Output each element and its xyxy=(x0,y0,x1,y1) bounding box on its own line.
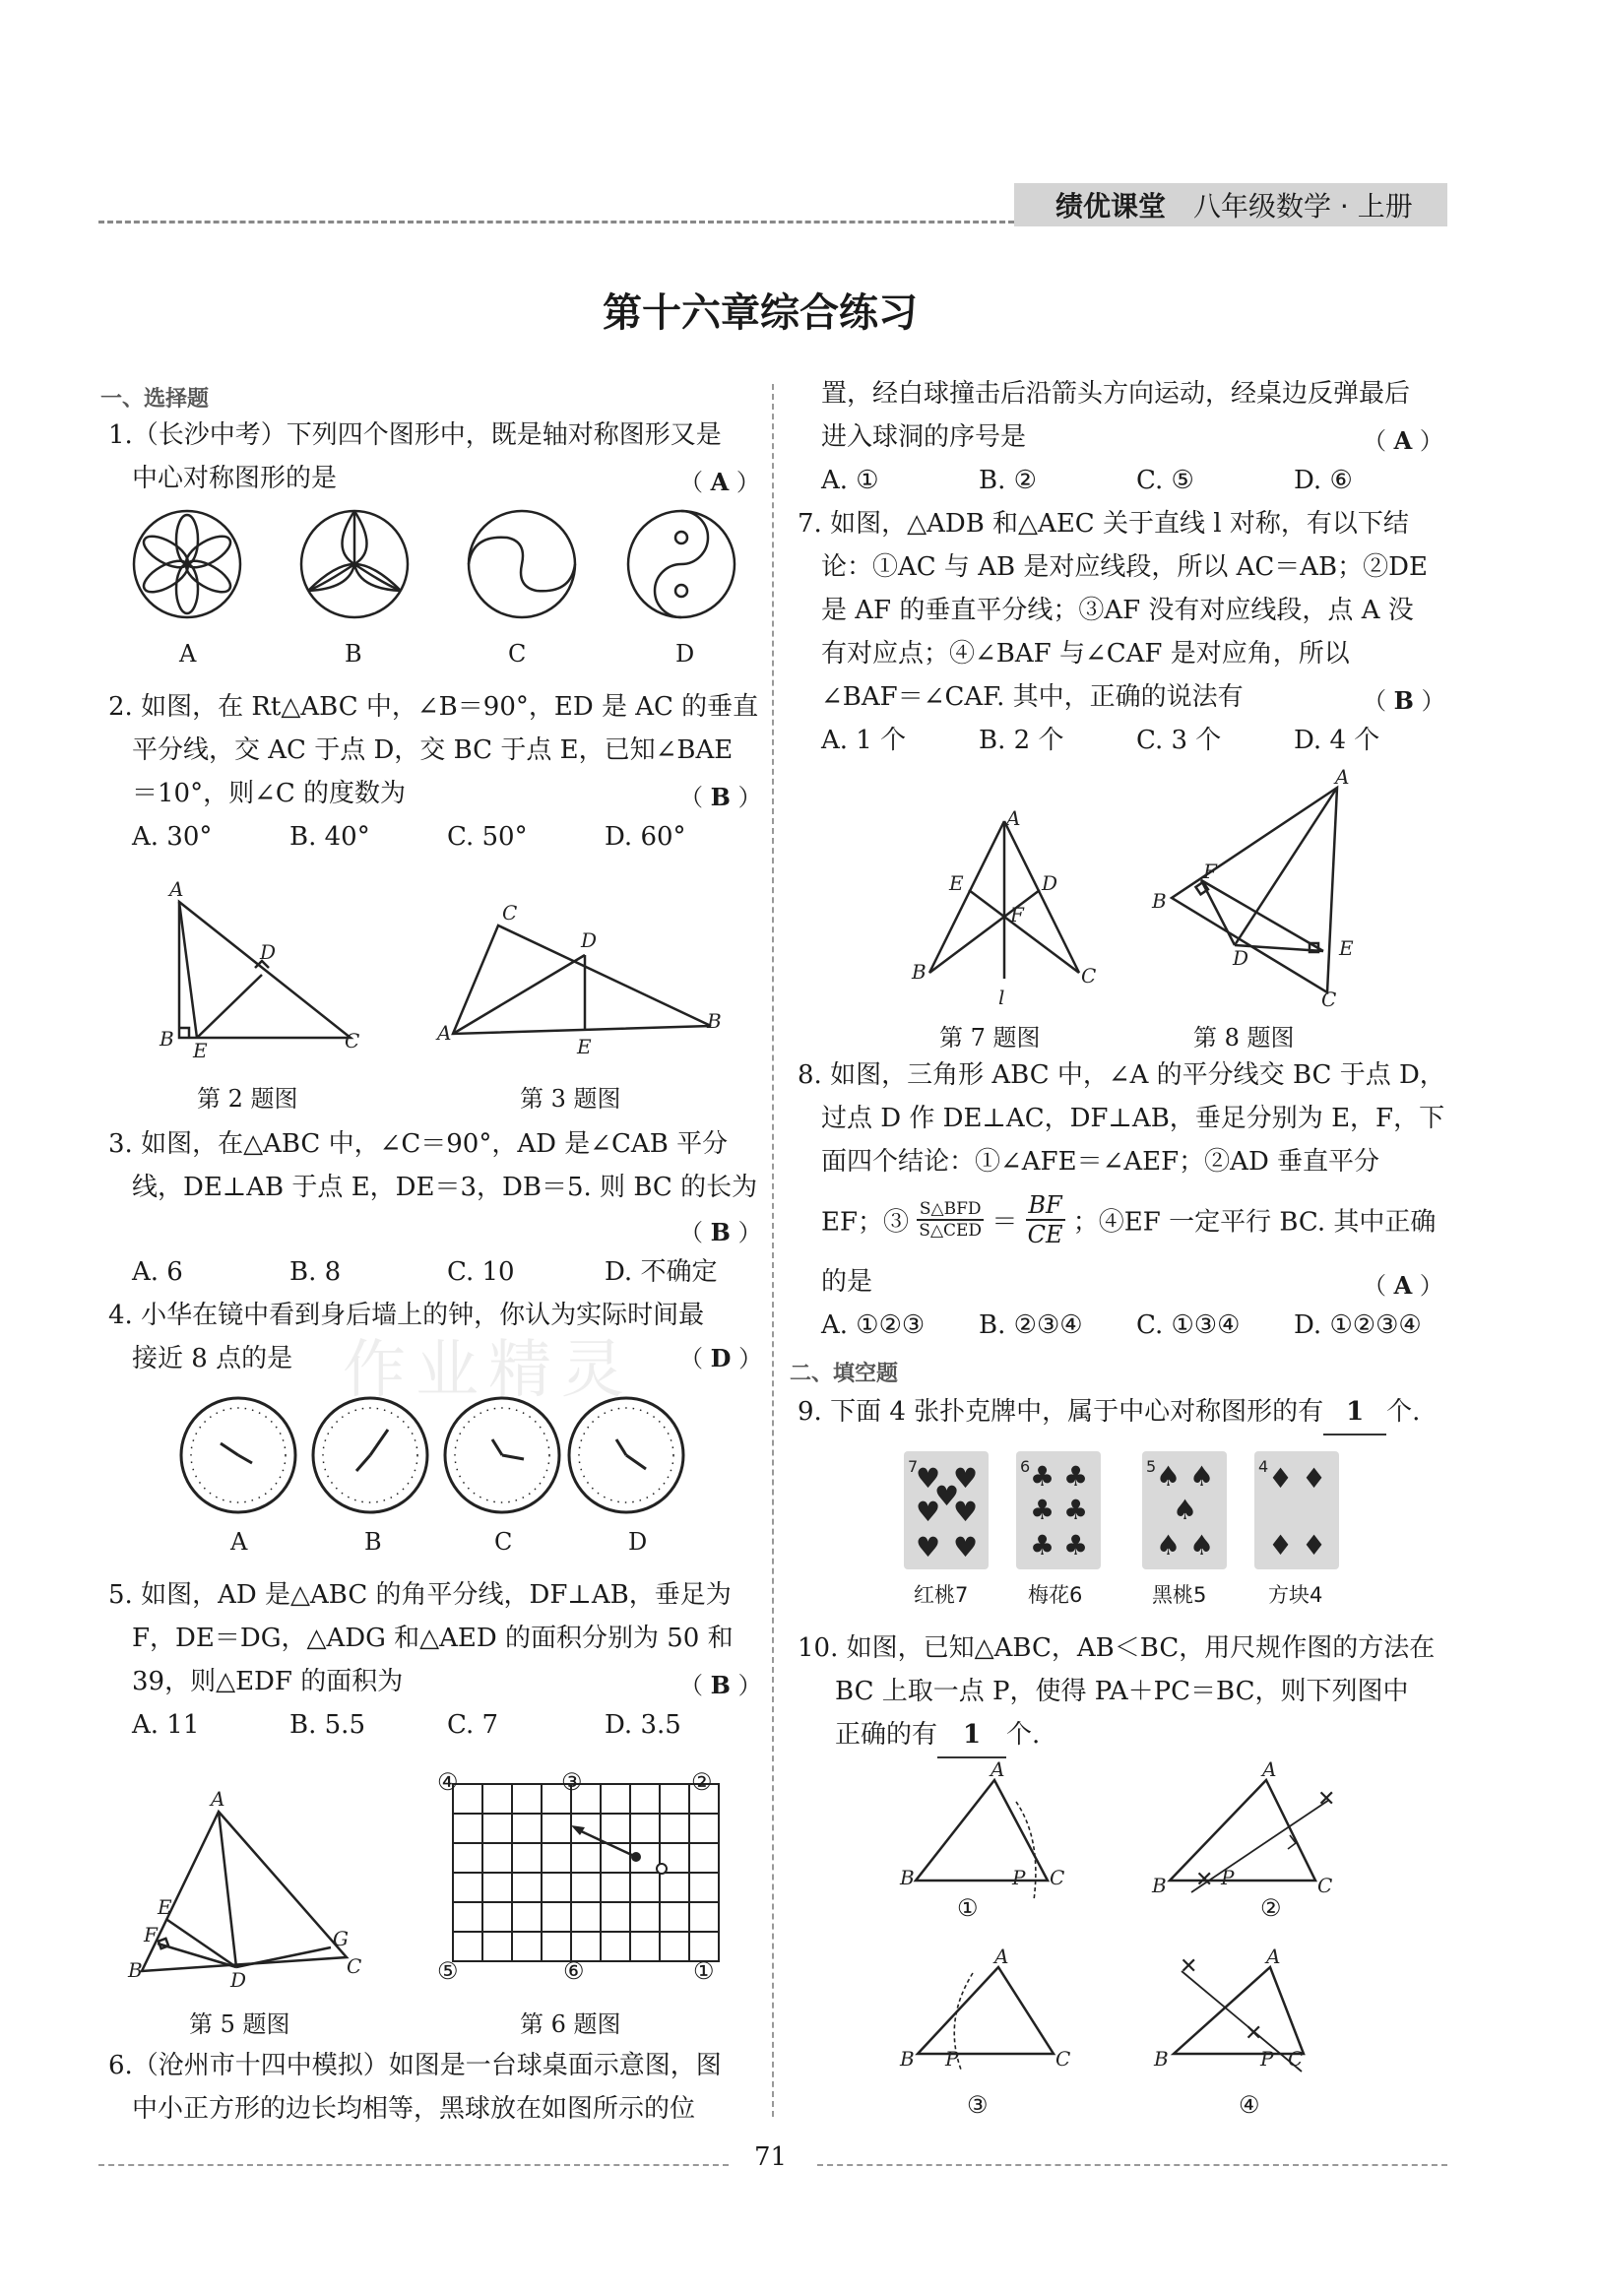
swirl-circle-icon xyxy=(469,511,575,617)
q5-line3: 39，则△EDF 的面积为 xyxy=(132,1667,404,1696)
svg-text:E: E xyxy=(158,1895,172,1919)
svg-text:C: C xyxy=(502,901,518,925)
q4-answer: （ D ） xyxy=(679,1344,763,1372)
q7-answer: （ B ） xyxy=(1363,686,1445,715)
q7-line3: 是 AF 的垂直平分线；③AF 没有对应线段，点 A 没 xyxy=(821,596,1414,625)
q6-pocket-3: ③ xyxy=(561,1768,583,1796)
q3-line2: 线，DE⊥AB 于点 E，DE＝3，DB＝5. 则 BC 的长为 xyxy=(132,1173,758,1202)
q5-option-a: A. 11 xyxy=(132,1710,200,1740)
q3-option-a: A. 6 xyxy=(132,1257,183,1287)
q1-figures xyxy=(128,510,758,618)
q8-option-c: C. ①③④ xyxy=(1136,1310,1241,1340)
q9-card-label-1: 红桃7 xyxy=(914,1583,969,1607)
q5-figure xyxy=(128,1787,364,1992)
q2-line2: 平分线，交 AC 于点 D，交 BC 于点 E，已知∠BAE xyxy=(132,735,734,765)
q6-option-c: C. ⑤ xyxy=(1136,466,1194,495)
svg-text:D: D xyxy=(1042,871,1058,895)
clock-b-icon xyxy=(313,1398,427,1512)
svg-text:C: C xyxy=(1321,988,1337,1011)
section-fill: 二、填空题 xyxy=(790,1362,899,1386)
q6-figure xyxy=(439,1772,725,1985)
svg-text:C: C xyxy=(345,1029,360,1052)
q6-pocket-5: ⑤ xyxy=(437,1957,459,1985)
q8-frac2-num: BF xyxy=(1026,1191,1065,1221)
q8-option-a: A. ①②③ xyxy=(821,1310,926,1340)
q8-line2: 过点 D 作 DE⊥AC，DF⊥AB，垂足分别为 E，F，下 xyxy=(821,1104,1445,1133)
svg-text:C: C xyxy=(1288,2047,1304,2071)
q10-line3: 正确的有 1 个. xyxy=(835,1713,1040,1758)
q7-line4: 有对应点；④∠BAF 与∠CAF 是对应角，所以 xyxy=(821,639,1350,669)
q3-option-c: C. 10 xyxy=(447,1257,515,1287)
q6-pocket-2: ② xyxy=(691,1768,713,1796)
q2-option-b: B. 40° xyxy=(289,822,370,852)
svg-text:A: A xyxy=(994,1945,1009,1968)
q4-label-a: A xyxy=(230,1528,248,1556)
footer-dashed-right xyxy=(817,2164,1447,2166)
q2-option-a: A. 30° xyxy=(132,822,213,852)
q3-option-b: B. 8 xyxy=(289,1257,342,1287)
q8-figure xyxy=(1142,765,1378,1011)
q6-pocket-1: ① xyxy=(693,1957,715,1985)
svg-text:l: l xyxy=(998,986,1005,1009)
clock-a-icon xyxy=(181,1398,295,1512)
q10-line2: BC 上取一点 P，使得 PA＋PC＝BC，则下列图中 xyxy=(835,1677,1409,1706)
page-title: 第十六章综合练习 xyxy=(603,290,918,336)
q9-card-label-2: 梅花6 xyxy=(1028,1583,1083,1607)
q9-line: 9. 下面 4 张扑克牌中，属于中心对称图形的有 1 个. xyxy=(798,1390,1420,1435)
q4-label-c: C xyxy=(494,1528,513,1556)
q4-label-b: B xyxy=(364,1528,382,1556)
q7-option-c: C. 3 个 xyxy=(1136,726,1222,755)
q8-frac2-den: CE xyxy=(1027,1221,1063,1248)
q4-clocks xyxy=(177,1394,689,1522)
q2-answer: （ B ） xyxy=(679,783,762,811)
q8-answer: （ A ） xyxy=(1363,1271,1443,1300)
q6-option-d: D. ⑥ xyxy=(1294,466,1353,495)
card-diamond4: 4 ♦ ♦ ♦ ♦ xyxy=(1254,1451,1339,1569)
q2-line1: 2. 如图，在 Rt△ABC 中，∠B＝90°，ED 是 AC 的垂直 xyxy=(108,692,759,722)
svg-text:F: F xyxy=(1010,903,1024,926)
q9-card-label-3: 黑桃5 xyxy=(1152,1583,1207,1607)
q7-fig-caption: 第 7 题图 xyxy=(939,1024,1041,1052)
svg-text:A: A xyxy=(1335,765,1350,789)
q8-frac1-den: S△CED xyxy=(919,1221,983,1241)
q10-line1: 10. 如图，已知△ABC，AB＜BC，用尺规作图的方法在 xyxy=(798,1633,1436,1663)
q6-line2: 中小正方形的边长均相等，黑球放在如图所示的位 xyxy=(132,2094,696,2124)
q2-line3: ＝10°，则∠C 的度数为 xyxy=(132,779,407,808)
header-book: 八年级数学 · 上册 xyxy=(1193,190,1413,223)
svg-text:P: P xyxy=(1012,1866,1026,1889)
watermark: 作业精灵 xyxy=(343,1334,634,1407)
q1-label-b: B xyxy=(345,640,362,668)
card-heart7: 7 ♥ ♥ ♥ ♥ ♥ ♥ ♥ xyxy=(904,1451,989,1569)
svg-text:A: A xyxy=(169,877,184,901)
q6-option-b: B. ② xyxy=(979,466,1037,495)
column-divider xyxy=(772,384,774,2117)
svg-text:B: B xyxy=(1152,889,1167,913)
q5-answer: （ B ） xyxy=(679,1671,762,1699)
svg-text:P: P xyxy=(1260,2047,1274,2071)
svg-text:D: D xyxy=(581,928,598,952)
q3-option-d: D. 不确定 xyxy=(605,1257,718,1287)
q6-line3: 置，经白球撞击后沿箭头方向运动，经桌边反弹最后 xyxy=(821,379,1411,409)
svg-text:B: B xyxy=(707,1009,722,1033)
q2-option-d: D. 60° xyxy=(605,822,686,852)
clock-c-icon xyxy=(445,1398,559,1512)
q1-label-a: A xyxy=(179,640,197,668)
q6-line1: 6.（沧州市十四中模拟）如图是一台球桌面示意图，图 xyxy=(108,2051,722,2080)
q6-line4: 进入球洞的序号是 xyxy=(821,422,1027,452)
svg-text:E: E xyxy=(193,1039,208,1062)
star-icon: ✕ xyxy=(1317,1787,1336,1812)
six-petal-flower-icon xyxy=(134,511,240,617)
q10-label-4: ④ xyxy=(1239,2091,1260,2119)
q4-line1: 4. 小华在镜中看到身后墙上的钟，你认为实际时间最 xyxy=(108,1301,705,1330)
q5-option-d: D. 3.5 xyxy=(605,1710,681,1740)
svg-text:A: A xyxy=(1006,806,1021,830)
svg-text:P: P xyxy=(1221,1866,1235,1889)
q5-option-c: C. 7 xyxy=(447,1710,499,1740)
svg-text:✕: ✕ xyxy=(1180,1954,1198,1979)
q1-label-d: D xyxy=(675,640,695,668)
q5-option-b: B. 5.5 xyxy=(289,1710,365,1740)
three-arc-circle-icon xyxy=(301,511,408,617)
footer-dashed-left xyxy=(98,2164,729,2166)
q1-line1: 1.（长沙中考）下列四个图形中，既是轴对称图形又是 xyxy=(108,420,722,450)
svg-text:C: C xyxy=(347,1954,362,1978)
svg-text:E: E xyxy=(577,1035,592,1058)
svg-text:✕: ✕ xyxy=(1245,2021,1263,2046)
svg-text:A: A xyxy=(1266,1945,1281,1968)
q10-figures xyxy=(896,1757,1369,2119)
q8-option-b: B. ②③④ xyxy=(979,1310,1083,1340)
svg-text:B: B xyxy=(1154,2047,1169,2071)
q3-line1: 3. 如图，在△ABC 中，∠C＝90°，AD 是∠CAB 平分 xyxy=(108,1129,729,1159)
card-club6: 6 ♣ ♣ ♣ ♣ ♣ ♣ xyxy=(1016,1451,1101,1569)
q8-frac1-num: S△BFD xyxy=(917,1199,984,1221)
q6-pocket-6: ⑥ xyxy=(563,1957,585,1985)
q8-line1: 8. 如图，三角形 ABC 中，∠A 的平分线交 BC 于点 D， xyxy=(798,1060,1445,1090)
q1-label-c: C xyxy=(508,640,527,668)
yin-yang-icon xyxy=(628,511,735,617)
q2-figure xyxy=(158,877,374,1062)
header-brand: 绩优课堂 xyxy=(1055,190,1167,223)
svg-text:B: B xyxy=(912,960,927,984)
q7-figure xyxy=(906,801,1103,1008)
q10-label-3: ③ xyxy=(967,2091,989,2119)
q7-option-b: B. 2 个 xyxy=(979,726,1064,755)
svg-text:B: B xyxy=(900,1866,915,1889)
svg-text:B: B xyxy=(128,1958,143,1982)
q10-label-2: ② xyxy=(1260,1894,1282,1922)
q2-fig-caption: 第 2 题图 xyxy=(197,1085,298,1113)
svg-text:C: C xyxy=(1317,1874,1333,1897)
q5-line1: 5. 如图，AD 是△ABC 的角平分线，DF⊥AB，垂足为 xyxy=(108,1580,732,1610)
svg-text:A: A xyxy=(1262,1757,1277,1781)
q7-option-a: A. 1 个 xyxy=(821,726,907,755)
svg-text:F: F xyxy=(1203,860,1217,883)
q6-fig-caption: 第 6 题图 xyxy=(520,2010,621,2038)
q3-fig-caption: 第 3 题图 xyxy=(520,1085,621,1113)
q7-line2: 论：①AC 与 AB 是对应线段，所以 AC＝AB；②DE xyxy=(821,552,1428,582)
q1-answer: （ A ） xyxy=(679,468,760,496)
q4-line2: 接近 8 点的是 xyxy=(132,1344,293,1373)
q10-answer: 1 xyxy=(937,1713,1006,1758)
q6-pocket-4: ④ xyxy=(437,1768,459,1796)
q6-option-a: A. ① xyxy=(821,466,879,495)
svg-text:C: C xyxy=(1055,2047,1071,2071)
q2-option-c: C. 50° xyxy=(447,822,528,852)
q8-option-d: D. ①②③④ xyxy=(1294,1310,1422,1340)
arrow-head-icon xyxy=(571,1825,585,1835)
q8-line3: 面四个结论：①∠AFE＝∠AEF；②AD 垂直平分 xyxy=(821,1147,1380,1177)
svg-text:C: C xyxy=(1050,1866,1065,1889)
q8-line5: 的是 xyxy=(821,1267,873,1297)
q7-line5: ∠BAF＝∠CAF. 其中，正确的说法有 xyxy=(821,682,1244,712)
q10-label-1: ① xyxy=(957,1894,979,1922)
svg-text:A: A xyxy=(211,1787,225,1811)
svg-text:E: E xyxy=(949,871,964,895)
svg-text:D: D xyxy=(1233,946,1249,970)
q7-line1: 7. 如图，△ADB 和△AEC 关于直线 l 对称，有以下结 xyxy=(798,509,1409,539)
q9-answer: 1 xyxy=(1323,1390,1386,1435)
svg-text:D: D xyxy=(260,940,277,964)
q9-card-label-4: 方块4 xyxy=(1268,1583,1323,1607)
svg-text:B: B xyxy=(160,1027,174,1051)
clock-d-icon xyxy=(569,1398,683,1512)
svg-text:B: B xyxy=(900,2047,915,2071)
svg-text:P: P xyxy=(945,2047,959,2071)
svg-text:G: G xyxy=(333,1927,349,1950)
svg-text:A: A xyxy=(437,1021,452,1045)
q6-answer: （ A ） xyxy=(1363,426,1443,455)
q5-fig-caption: 第 5 题图 xyxy=(189,2010,290,2038)
q8-line4: EF；③ S△BFD S△CED ＝ $\frac{BF}{CE}$ ；④EF 一定平行 BC. 其中正确 xyxy=(821,1191,1437,1248)
header-dashed-line xyxy=(98,221,1014,223)
page-number: 71 xyxy=(754,2142,788,2172)
svg-text:C: C xyxy=(1081,964,1097,988)
q4-label-d: D xyxy=(628,1528,648,1556)
q7-option-d: D. 4 个 xyxy=(1294,726,1380,755)
svg-text:D: D xyxy=(230,1968,247,1992)
q3-answer: （ B ） xyxy=(679,1218,762,1246)
q5-line2: F，DE＝DG，△ADG 和△AED 的面积分别为 50 和 xyxy=(132,1624,734,1653)
svg-text:✕: ✕ xyxy=(1195,1868,1214,1892)
svg-text:B: B xyxy=(1152,1874,1167,1897)
svg-text:F: F xyxy=(144,1923,158,1946)
card-spade5: 5 ♠ ♠ ♠ ♠ ♠ xyxy=(1142,1451,1227,1569)
q1-line2: 中心对称图形的是 xyxy=(132,464,338,493)
section-choice: 一、选择题 xyxy=(100,387,210,412)
q3-figure xyxy=(433,901,729,1063)
svg-text:E: E xyxy=(1339,936,1354,960)
q8-fig-caption: 第 8 题图 xyxy=(1193,1024,1295,1052)
svg-text:A: A xyxy=(991,1757,1005,1781)
